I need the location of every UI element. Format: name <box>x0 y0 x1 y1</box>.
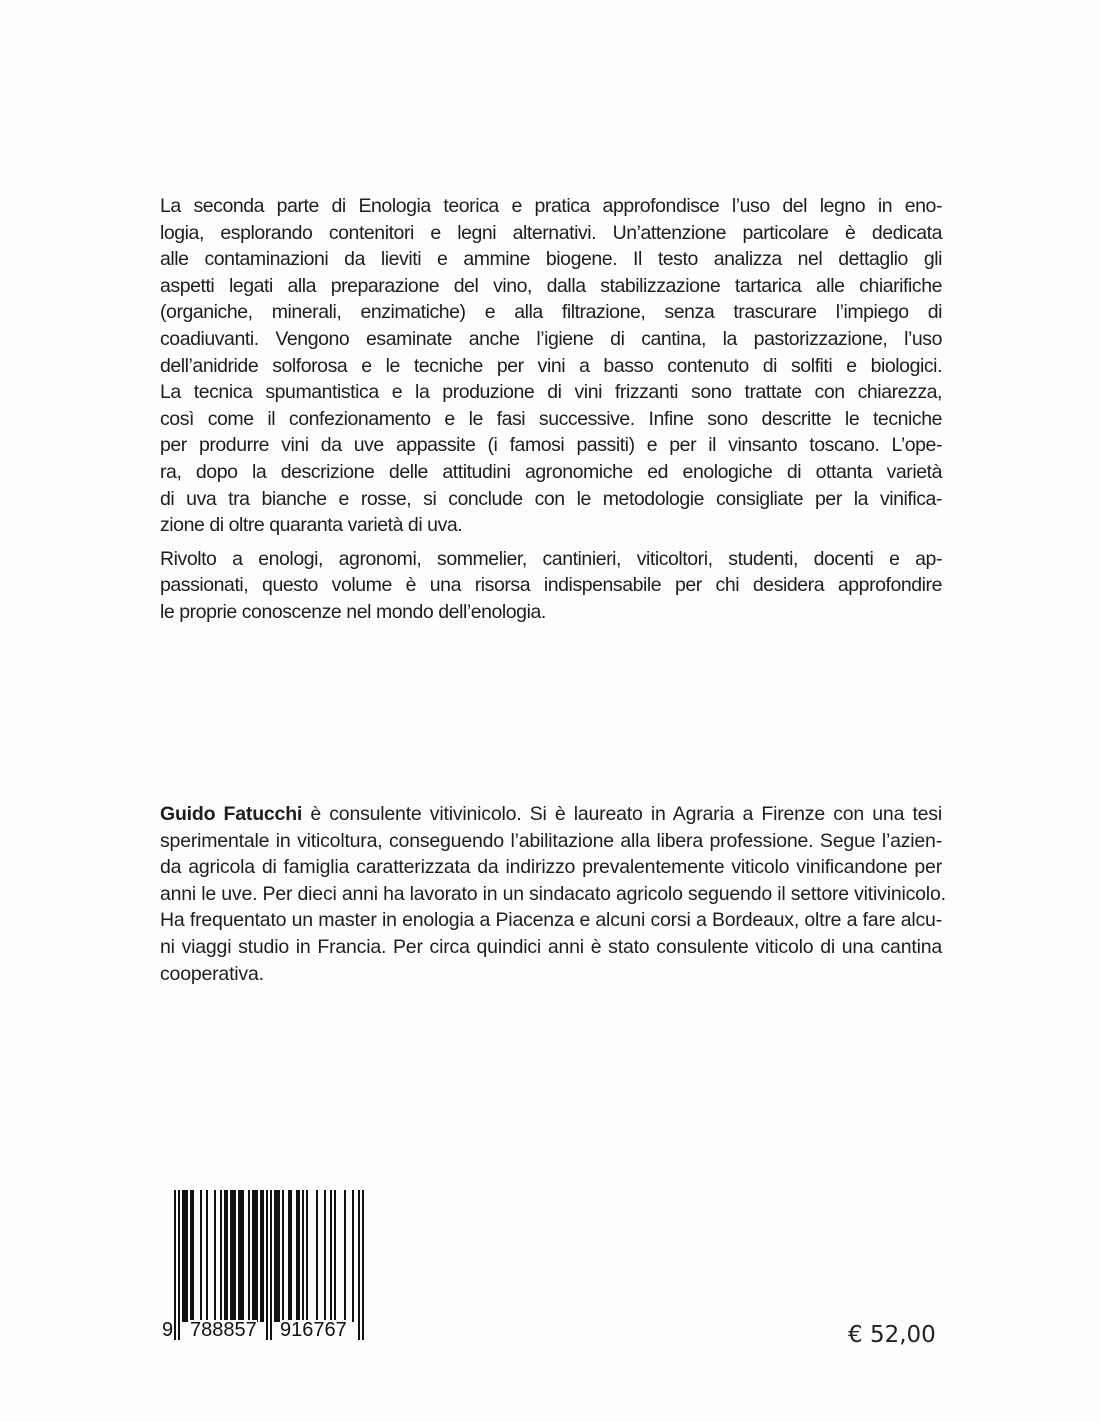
barcode-bar <box>190 1190 192 1322</box>
barcode-bar <box>288 1190 290 1322</box>
barcode-bar <box>262 1190 264 1322</box>
barcode-bar <box>252 1190 254 1322</box>
text-line: Rivolto a enologi, agronomi, sommelier, cantinieri, viticoltori, studenti, docenti e ap- <box>160 547 942 570</box>
barcode-bar <box>200 1190 202 1322</box>
text-line: così come il confezionamento e le fasi successive. Infine sono descritte le tecniche <box>160 407 942 430</box>
text-line <box>160 801 942 828</box>
barcode-bar <box>238 1190 240 1322</box>
author-name: Guido Fatucchi <box>160 803 303 825</box>
barcode-bar <box>232 1190 234 1322</box>
text-line: coadiuvanti. Vengono esaminate anche l’igiene di cantina, la pastorizzazione, l’uso <box>160 327 942 350</box>
barcode-bar <box>230 1190 232 1322</box>
barcode-bar <box>214 1190 216 1322</box>
text-line: ni viaggi studio in Francia. Per circa quindici anni è stato consulente viticolo di una cantina <box>160 935 942 958</box>
barcode-bar <box>182 1190 184 1322</box>
author-bio <box>160 801 946 987</box>
barcode-bar <box>234 1190 236 1322</box>
bio-first-line: è consulente vitivinicolo. Si è laureato in Agraria a Firenze con una tesi <box>302 803 942 825</box>
barcode-bar <box>178 1190 180 1340</box>
text-line: (organiche, minerali, enzimatiche) e alla filtrazione, senza trascurare l’impiego di <box>160 301 942 324</box>
text-line: ra, dopo la descrizione delle attitudini agronomiche ed enologiche di ottanta varietà <box>160 460 942 483</box>
text-line: sperimentale in viticoltura, conseguendo l’abilitazione alla libera professione. Segue l’azien- <box>160 829 942 852</box>
barcode-bar <box>186 1190 188 1322</box>
text-line: passionati, questo volume è una risorsa indispensabile per chi desidera approfondire <box>160 574 942 597</box>
text-line: logia, esplorando contenitori e legni alternativi. Un’attenzione particolare è dedicata <box>160 221 942 244</box>
barcode-bar <box>296 1190 298 1322</box>
barcode-bar <box>358 1190 360 1340</box>
barcode-bar <box>352 1190 354 1322</box>
barcode-bar <box>260 1190 262 1322</box>
barcode-bar <box>242 1190 244 1322</box>
text-line: aspetti legati alla preparazione del vino, dalla stabilizzazione tartarica alle chiarifiche <box>160 274 942 297</box>
barcode-bar <box>270 1190 272 1340</box>
barcode-bars <box>162 1190 374 1340</box>
text-line: alle contaminazioni da lieviti e ammine biogene. Il testo analizza nel dettaglio gli <box>160 248 942 271</box>
text-line: zione di oltre quaranta varietà di uva. <box>160 514 463 537</box>
barcode-bar <box>254 1190 256 1322</box>
description-paragraph-2 <box>160 546 942 626</box>
text-line: dell’anidride solforosa e le tecniche per vini a basso contenuto di solfiti e biologici. <box>160 354 942 377</box>
barcode-bar <box>174 1190 176 1340</box>
barcode-bar <box>192 1190 194 1322</box>
text-line: da agricola di famiglia caratterizzata da indirizzo prevalentemente viticolo vinificandone per <box>160 856 942 879</box>
barcode-bar <box>302 1190 304 1322</box>
isbn-barcode <box>162 1190 374 1340</box>
book-description <box>160 193 942 626</box>
barcode-digit-prefix: 9 <box>162 1319 174 1341</box>
barcode-bar <box>298 1190 300 1322</box>
barcode-bar <box>278 1190 280 1322</box>
barcode-digits-left: 788857 <box>190 1319 257 1341</box>
barcode-bar <box>306 1190 308 1322</box>
barcode-bar <box>240 1190 242 1322</box>
barcode-bar <box>220 1190 222 1322</box>
price-label: € 52,00 <box>848 1322 936 1348</box>
barcode-bar <box>362 1190 364 1340</box>
text-line: le proprie conoscenze nel mondo dell’enologia. <box>160 600 546 623</box>
barcode-bar <box>344 1190 346 1322</box>
text-line: Ha frequentato un master in enologia a Piacenza e alcuni corsi a Bordeaux, oltre a fare alcu- <box>160 909 942 932</box>
barcode-digits-right: 916767 <box>280 1319 347 1341</box>
barcode-bar <box>290 1190 292 1322</box>
text-line: per produrre vini da uve appassite (i famosi passiti) e per il vinsanto toscano. L’ope- <box>160 434 942 457</box>
barcode-bar <box>324 1190 326 1322</box>
description-paragraph-1 <box>160 193 942 539</box>
barcode-bar <box>248 1190 250 1322</box>
text-line: di uva tra bianche e rosse, si conclude con le metodologie consigliate per la vinifica- <box>160 487 942 510</box>
barcode-bar <box>224 1190 226 1322</box>
barcode-bar <box>256 1190 258 1322</box>
barcode-bar <box>184 1190 186 1322</box>
barcode-bar <box>274 1190 276 1322</box>
barcode-bar <box>282 1190 284 1322</box>
text-line: anni le uve. Per dieci anni ha lavorato in un sindacato agricolo seguendo il settore vitivinicolo. <box>160 882 946 905</box>
text-line: cooperativa. <box>160 962 264 985</box>
barcode-bar <box>206 1190 208 1322</box>
barcode-bar <box>330 1190 332 1322</box>
barcode-bar <box>276 1190 278 1322</box>
text-line: La tecnica spumantistica e la produzione di vini frizzanti sono trattate con chiarezza, <box>160 381 942 404</box>
barcode-bar <box>266 1190 268 1340</box>
barcode-bar <box>226 1190 228 1322</box>
text-line: La seconda parte di Enologia teorica e pratica approfondisce l’uso del legno in eno- <box>160 195 942 217</box>
barcode-bar <box>334 1190 336 1322</box>
barcode-bar <box>316 1190 318 1322</box>
